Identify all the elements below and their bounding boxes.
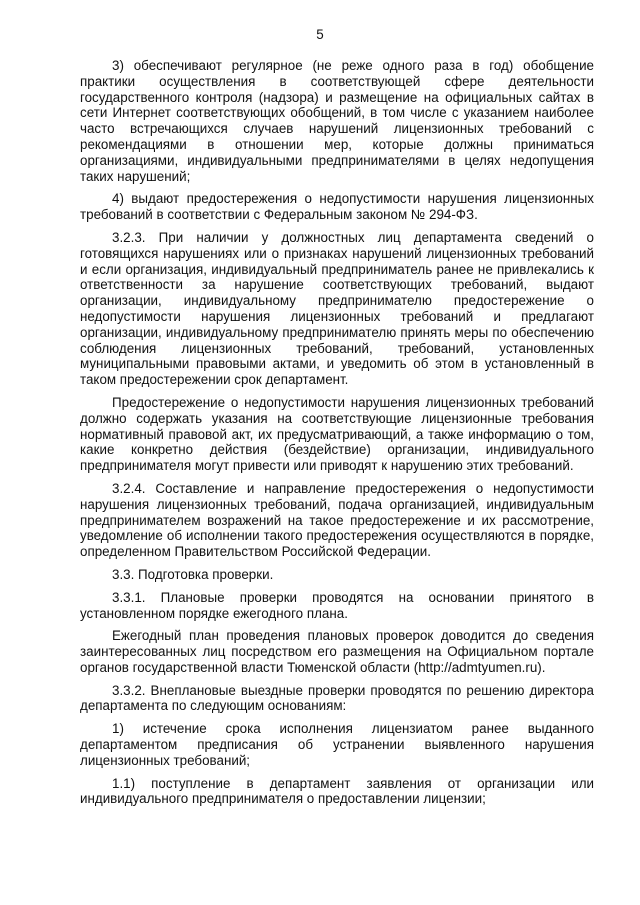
paragraph-warning-contents: Предостережение о недопустимости нарушения лицензионных требований должно содержать указания на соответствующие лицензионные требования нормативный правовой акт, их предусматривающий, а также информацию о том, какие конкретно действия (бездействие) организации, индивидуального предпринимателя могут привести или приводят к нарушению этих требований. — [80, 394, 594, 474]
paragraph-3-2-3: 3.2.3. При наличии у должностных лиц департамента сведений о готовящихся нарушениях или о признаках нарушений лицензионных требований и если организация, индивидуальный предприниматель ранее не привлекались к ответственности за нарушение соответствующих требований, выдают организации, индивидуальному предпринимателю предостережение о недопустимости нарушения лицензионных требований и предлагают организации, индивидуальному предпринимателю принять меры по обеспечению соблюдения лицензионных требований, требований, установленных муниципальными правовыми актами, и уведомить об этом в установленный в таком предостережении срок департамент. — [80, 229, 594, 388]
document-body — [80, 58, 594, 814]
paragraph-3-3-heading: 3.3. Подготовка проверки. — [112, 566, 274, 582]
paragraph-3-3-1: 3.3.1. Плановые проверки проводятся на основании принятого в установленном порядке ежегодного плана. — [80, 589, 594, 621]
paragraph-basis-1: 1) истечение срока исполнения лицензиатом ранее выданного департаментом предписания об устранении выявленного нарушения лицензионных требований; — [80, 721, 594, 768]
paragraph-generalization-practice: 3) обеспечивают регулярное (не реже одного раза в год) обобщение практики осуществления в соответствующей сфере деятельности государственного контроля (надзора) и размещение на официальных сайтах в сети Интернет соответствующих обобщений, в том числе с указанием наиболее часто встречающихся случаев нарушений лицензионных требований с рекомендациями в отношении мер, которые должны приниматься организациями, индивидуальными предпринимателями в целях недопущения таких нарушений; — [80, 58, 594, 184]
paragraph-issue-warnings: 4) выдают предостережения о недопустимости нарушения лицензионных требований в соответствии с Федеральным законом № 294-ФЗ. — [80, 191, 594, 223]
paragraph-3-2-4: 3.2.4. Составление и направление предостережения о недопустимости нарушения лицензионных требований, подача организацией, индивидуальным предпринимателем возражений на такое предостережение и их рассмотрение, уведомление об исполнении такого предостережения осуществляются в порядке, определенном Правительством Российской Федерации. — [80, 480, 594, 560]
page-number: 5 — [316, 27, 324, 42]
paragraph-annual-plan: Ежегодный план проведения плановых проверок доводится до сведения заинтересованных лиц посредством его размещения на Официальном портале органов государственной власти Тюменской области (http://admtyumen.ru). — [80, 628, 594, 675]
paragraph-3-3-2: 3.3.2. Внеплановые выездные проверки проводятся по решению директора департамента по следующим основаниям: — [80, 682, 594, 714]
paragraph-basis-1-1: 1.1) поступление в департамент заявления от организации или индивидуального предпринимателя о предоставлении лицензии; — [80, 775, 594, 807]
